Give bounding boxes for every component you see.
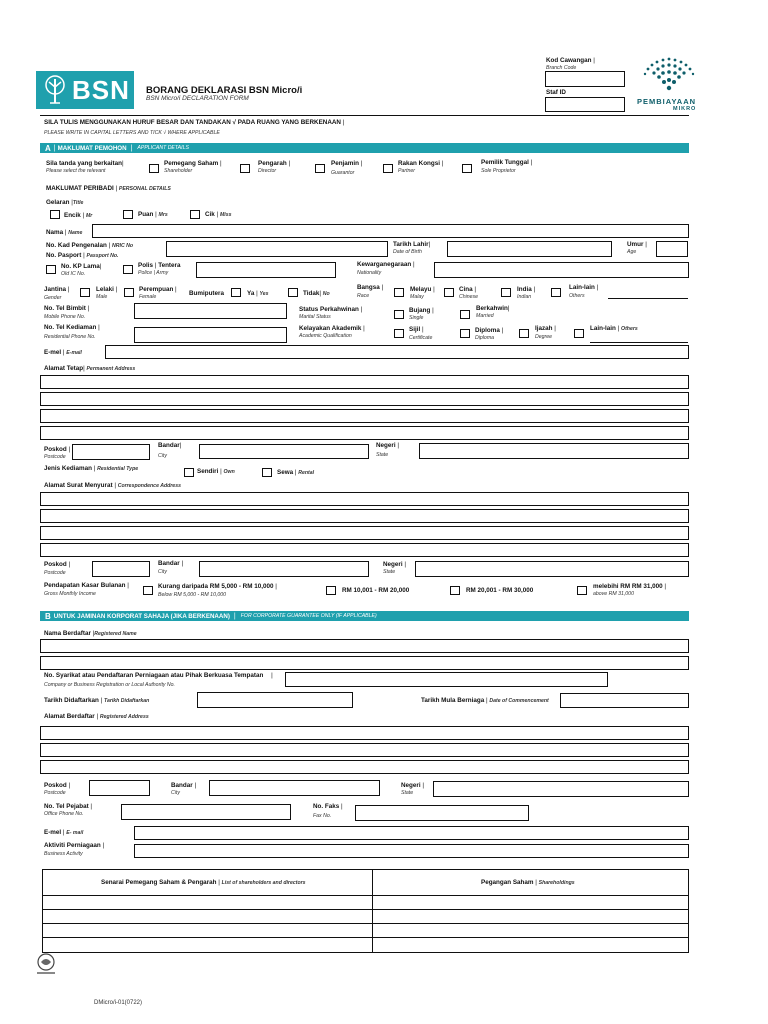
age-field[interactable] [656,241,688,257]
married-label: Berkahwin| [476,305,510,312]
race-malay-checkbox[interactable] [394,288,404,297]
police-army-label-en: Police | Army [138,270,169,276]
corr-address-line-2[interactable] [40,509,689,523]
marital-label-en: Marital Status [299,314,331,320]
brand-line1: PEMBIAYAAN [637,97,697,106]
role-partner-en: Partner [398,168,416,174]
nric-label: No. Kad Pengenalan | NRIC No [46,242,134,249]
perm-postcode-label-en: Postcode [44,454,66,460]
bumi-no-label: Tidak| No [303,290,330,297]
reg-no-label-en: Company or Business Registration or Local Authority No. [44,682,175,688]
relevant-label-en: Please select the relevant [46,168,106,174]
role-guarantor-label: Penjamin | [331,160,363,167]
corp-state-field[interactable] [433,781,689,797]
staff-id-label: Staf ID [546,89,566,96]
corp-city-label-en: City [171,790,180,796]
activity-field[interactable] [134,844,689,858]
perm-postcode-field[interactable] [72,444,150,460]
corr-postcode-label-en: Postcode [44,570,66,576]
shareholders-table [42,869,689,953]
reg-date-label: Tarikh Didaftarkan | Tarikh Didaftarkan [44,697,150,704]
qual-degree-checkbox[interactable] [519,329,529,338]
reg-name-line-1[interactable] [40,639,689,653]
role-director-en: Director [258,168,277,174]
corp-postcode-label-en: Postcode [44,790,66,796]
female-label-en: Female [139,294,157,300]
title-miss-label: Cik | Miss [205,211,232,218]
reg-name-line-2[interactable] [40,656,689,670]
qual-others-line[interactable] [590,342,688,343]
male-label: Lelaki | [96,286,118,293]
activity-label: Aktiviti Perniagaan | [44,842,105,849]
bumi-yes-label: Ya | Yes [247,290,269,297]
title-mrs-label: Puan | Mrs [138,211,168,218]
corr-city-label: Bandar | [158,560,184,567]
role-sole-proprietor-label: Pemilik Tunggal | [481,159,533,166]
perm-address-line-1[interactable] [40,375,689,389]
table-row[interactable] [43,896,688,910]
nationality-label: Kewarganegaraan | [357,261,415,268]
perm-address-line-3[interactable] [40,409,689,423]
header-divider [40,115,689,116]
home-phone-label: No. Tel Kediaman | [44,324,100,331]
corr-state-field[interactable] [415,561,689,577]
nationality-label-en: Nationality [357,270,382,276]
police-army-checkbox[interactable] [123,265,133,274]
qual-diploma-checkbox[interactable] [460,329,470,338]
qual-others-checkbox[interactable] [574,329,584,338]
gender-label: Jantina | [44,286,70,293]
corr-postcode-field[interactable] [92,561,150,577]
reg-name-label: Nama Berdaftar |Registered Name [44,630,137,637]
academic-label: Kelayakan Akademik | [299,325,365,332]
staff-id-field[interactable] [545,97,625,112]
perm-city-label: Bandar| [158,442,182,449]
academic-label-en: Academic Qualification [299,333,352,339]
male-label-en: Male [96,294,108,300]
corr-city-field[interactable] [199,561,369,577]
dob-field[interactable] [447,241,612,257]
dob-label: Tarikh Lahir| [393,241,431,248]
race-indian-label: India | [517,286,536,293]
role-shareholder-checkbox[interactable] [149,164,159,173]
form-subtitle: BSN Micro/i DECLARATION FORM [146,95,249,102]
table-col2-header: Pegangan Saham | Shareholdings [481,879,575,886]
race-label: Bangsa | [357,284,384,291]
logo-text: BSN [72,74,130,105]
title-mr-checkbox[interactable] [50,210,60,219]
fax-label: No. Faks | [313,803,343,810]
corp-city-field[interactable] [209,780,380,796]
single-checkbox[interactable] [394,310,404,319]
race-others-en: Others [569,293,585,299]
perm-state-field[interactable] [419,443,689,459]
rent-label: Sewa | Rental [277,469,315,476]
qual-certificate-checkbox[interactable] [394,329,404,338]
perm-state-label: Negeri | [376,442,399,449]
income-opt2-label: RM 10,001 - RM 20,000 [342,587,410,594]
income-opt4-checkbox[interactable] [577,586,587,595]
perm-city-field[interactable] [199,444,369,459]
title-mrs-checkbox[interactable] [123,210,133,219]
role-director-checkbox[interactable] [240,164,250,173]
certification-logo [33,953,59,977]
perm-state-label-en: State [376,452,389,458]
race-label-en: Race [357,293,370,299]
income-opt3-label: RM 20,001 - RM 30,000 [466,587,534,594]
dots-arc-icon [633,53,705,98]
section-a-header: A | MAKLUMAT PEMOHON | APPLICANT DETAILS [40,143,689,153]
branch-code-label-en: Branch Code [546,65,577,71]
table-row[interactable] [43,910,688,924]
race-others-label: Lain-lain | [569,284,599,291]
office-phone-label: No. Tel Pejabat | [44,803,93,810]
home-phone-field[interactable] [134,327,287,343]
corp-postcode-label: Poskod | [44,782,71,789]
income-opt1-label: Kurang daripada RM 5,000 - RM 10,000 | [158,583,277,590]
income-opt1-checkbox[interactable] [143,586,153,595]
qual-others-label: Lain-lain | Others [590,325,638,332]
home-phone-label-en: Residential Phone No. [44,334,96,340]
race-chinese-label: Cina | [459,286,477,293]
reg-date-field[interactable] [197,692,353,708]
income-label: Pendapatan Kasar Bulanan | [44,582,129,589]
gender-label-en: Gender [44,295,62,301]
name-field[interactable] [92,224,689,238]
corr-address-line-4[interactable] [40,543,689,557]
perm-address-line-4[interactable] [40,426,689,440]
title-miss-checkbox[interactable] [190,210,200,219]
role-sole-proprietor-checkbox[interactable] [462,164,472,173]
race-malay-label: Melayu | [410,286,435,293]
start-date-label: Tarikh Mula Berniaga | Date of Commencement [421,697,549,704]
single-label: Bujang | [409,307,434,314]
office-phone-field[interactable] [121,804,291,820]
corr-state-label-en: State [383,569,396,575]
own-checkbox[interactable] [184,468,194,477]
instruction-en: PLEASE WRITE IN CAPITAL LETTERS AND TICK √ WHERE APPLICABLE [44,130,220,136]
section-b-header: B UNTUK JAMINAN KORPORAT SAHAJA (JIKA BERKENAAN) | FOR CORPORATE GUARANTEE ONLY (IF APPLICABLE) [40,611,689,621]
age-label-en: Age [627,249,637,255]
female-label: Perempuan | [139,286,177,293]
marital-label: Status Perkahwinan | [299,306,363,313]
corp-email-field[interactable] [134,826,689,840]
role-sole-proprietor-en: Sole Proprietor [481,168,516,174]
race-chinese-en: Chinese [459,294,479,300]
role-guarantor-checkbox[interactable] [315,164,325,173]
fax-label-en: Fax No. [313,813,332,819]
form-title: BORANG DEKLARASI BSN Micro/i [146,85,303,96]
table-col1-header: Senarai Pemegang Saham & Pengarah | List of shareholders and directors [101,879,306,886]
bumiputera-label: Bumiputera [189,290,224,297]
qual-degree-en: Degree [535,334,553,340]
reg-address-line-1[interactable] [40,726,689,740]
corr-postcode-label: Poskod | [44,561,71,568]
bumi-no-checkbox[interactable] [288,288,298,297]
nric-field[interactable] [166,241,388,257]
reg-address-line-3[interactable] [40,760,689,774]
brand-line2: MIKRO [673,106,697,112]
corp-postcode-field[interactable] [89,780,150,796]
own-label: Sendiri | Own [197,468,235,475]
age-label: Umur | [627,241,647,248]
role-partner-label: Rakan Kongsi | [398,160,444,167]
qual-degree-label: Ijazah | [535,325,556,332]
instruction-ms: SILA TULIS MENGGUNAKAN HURUF BESAR DAN TANDAKAN √ PADA RUANG YANG BERKENAAN | [44,119,345,126]
branch-code-field[interactable] [545,71,625,87]
role-director-label: Pengarah | [258,160,291,167]
race-others-line[interactable] [608,298,688,299]
name-label: Nama | Name [46,229,83,236]
corr-city-label-en: City [158,569,167,575]
male-checkbox[interactable] [80,288,90,297]
branch-code-label: Kod Cawangan | [546,57,595,64]
race-others-checkbox[interactable] [551,288,561,297]
perm-address-label: Alamat Tetap| Permanent Address [44,365,136,372]
certification-badge-icon [33,953,59,977]
role-shareholder-label: Pemegang Saham | [164,160,222,167]
corp-email-label: E-mel | E- mail [44,829,84,836]
income-opt4-label: melebihi RM RM 31,000 | [593,583,667,590]
email-label: E-mel | E-mail [44,349,82,356]
tree-icon [42,75,68,105]
role-partner-checkbox[interactable] [383,164,393,173]
perm-city-label-en: City [158,453,167,459]
mobile-field[interactable] [134,303,287,319]
role-guarantor-en: Guarantor [331,170,355,176]
old-ic-label-en: Old IC No. [61,271,86,277]
reg-no-field[interactable] [285,672,608,687]
reg-no-label: No. Syarikat atau Pendaftaran Perniagaan atau Pihak Berkuasa Tempatan | [44,672,273,679]
office-phone-label-en: Office Phone No. [44,811,84,817]
old-ic-field[interactable] [196,262,336,278]
corp-state-label-en: State [401,790,414,796]
income-opt3-checkbox[interactable] [450,586,460,595]
race-chinese-checkbox[interactable] [444,288,454,297]
email-field[interactable] [105,345,689,359]
qual-certificate-label: Sijil | [409,326,424,333]
married-checkbox[interactable] [460,310,470,319]
police-army-label: Polis | Tentera [138,262,181,269]
reg-address-label: Alamat Berdaftar | Registered Address [44,713,149,720]
old-ic-checkbox[interactable] [46,265,56,274]
activity-label-en: Business Activity [44,851,83,857]
passport-label: No. Pasport | Passport No. [46,252,119,259]
title-label: Gelaran |Title [46,199,84,206]
personal-details-heading: MAKLUMAT PERIBADI | PERSONAL DETAILS [46,185,171,192]
table-row[interactable] [43,938,688,952]
reg-address-line-2[interactable] [40,743,689,757]
bsn-logo [36,71,134,109]
income-opt4-en: above RM 31,000 [593,591,634,597]
relevant-label: Sila tanda yang berkaitan| [46,160,124,167]
rent-checkbox[interactable] [262,468,272,477]
perm-postcode-label: Poskod | [44,446,71,453]
perm-address-line-2[interactable] [40,392,689,406]
corr-address-line-1[interactable] [40,492,689,506]
married-label-en: Married [476,313,494,319]
income-label-en: Gross Monthly Income [44,591,96,597]
residence-label: Jenis Kediaman | Residential Type [44,465,139,472]
title-mr-label: Encik | Mr [64,212,93,219]
qual-certificate-en: Certificate [409,335,433,341]
race-indian-en: Indian [517,294,532,300]
corr-address-label: Alamat Surat Menyurat | Correspondence Address [44,482,181,489]
corr-address-line-3[interactable] [40,526,689,540]
mobile-label: No. Tel Bimbit | [44,305,90,312]
pembiayaan-mikro-logo [633,53,705,113]
corp-state-label: Negeri | [401,782,424,789]
mobile-label-en: Mobile Phone No. [44,314,86,320]
qual-diploma-en: Diploma [475,335,495,341]
income-opt1-en: Below RM 5,000 - RM 10,000 [158,592,227,598]
corr-state-label: Negeri | [383,561,406,568]
corp-city-label: Bandar | [171,782,197,789]
old-ic-label: No. KP Lama| [61,263,102,270]
nationality-field[interactable] [434,262,689,278]
role-shareholder-en: Shareholder [164,168,193,174]
single-label-en: Single [409,315,424,321]
female-checkbox[interactable] [124,288,134,297]
income-opt2-checkbox[interactable] [326,586,336,595]
form-code: DMicro/i-01(0722) [94,1000,143,1006]
table-row[interactable] [43,924,688,938]
start-date-field[interactable] [560,693,689,708]
dob-label-en: Date of Birth [393,249,422,255]
bumi-yes-checkbox[interactable] [231,288,241,297]
race-malay-en: Malay [410,294,424,300]
fax-field[interactable] [355,805,529,821]
race-indian-checkbox[interactable] [501,288,511,297]
qual-diploma-label: Diploma | [475,327,504,334]
